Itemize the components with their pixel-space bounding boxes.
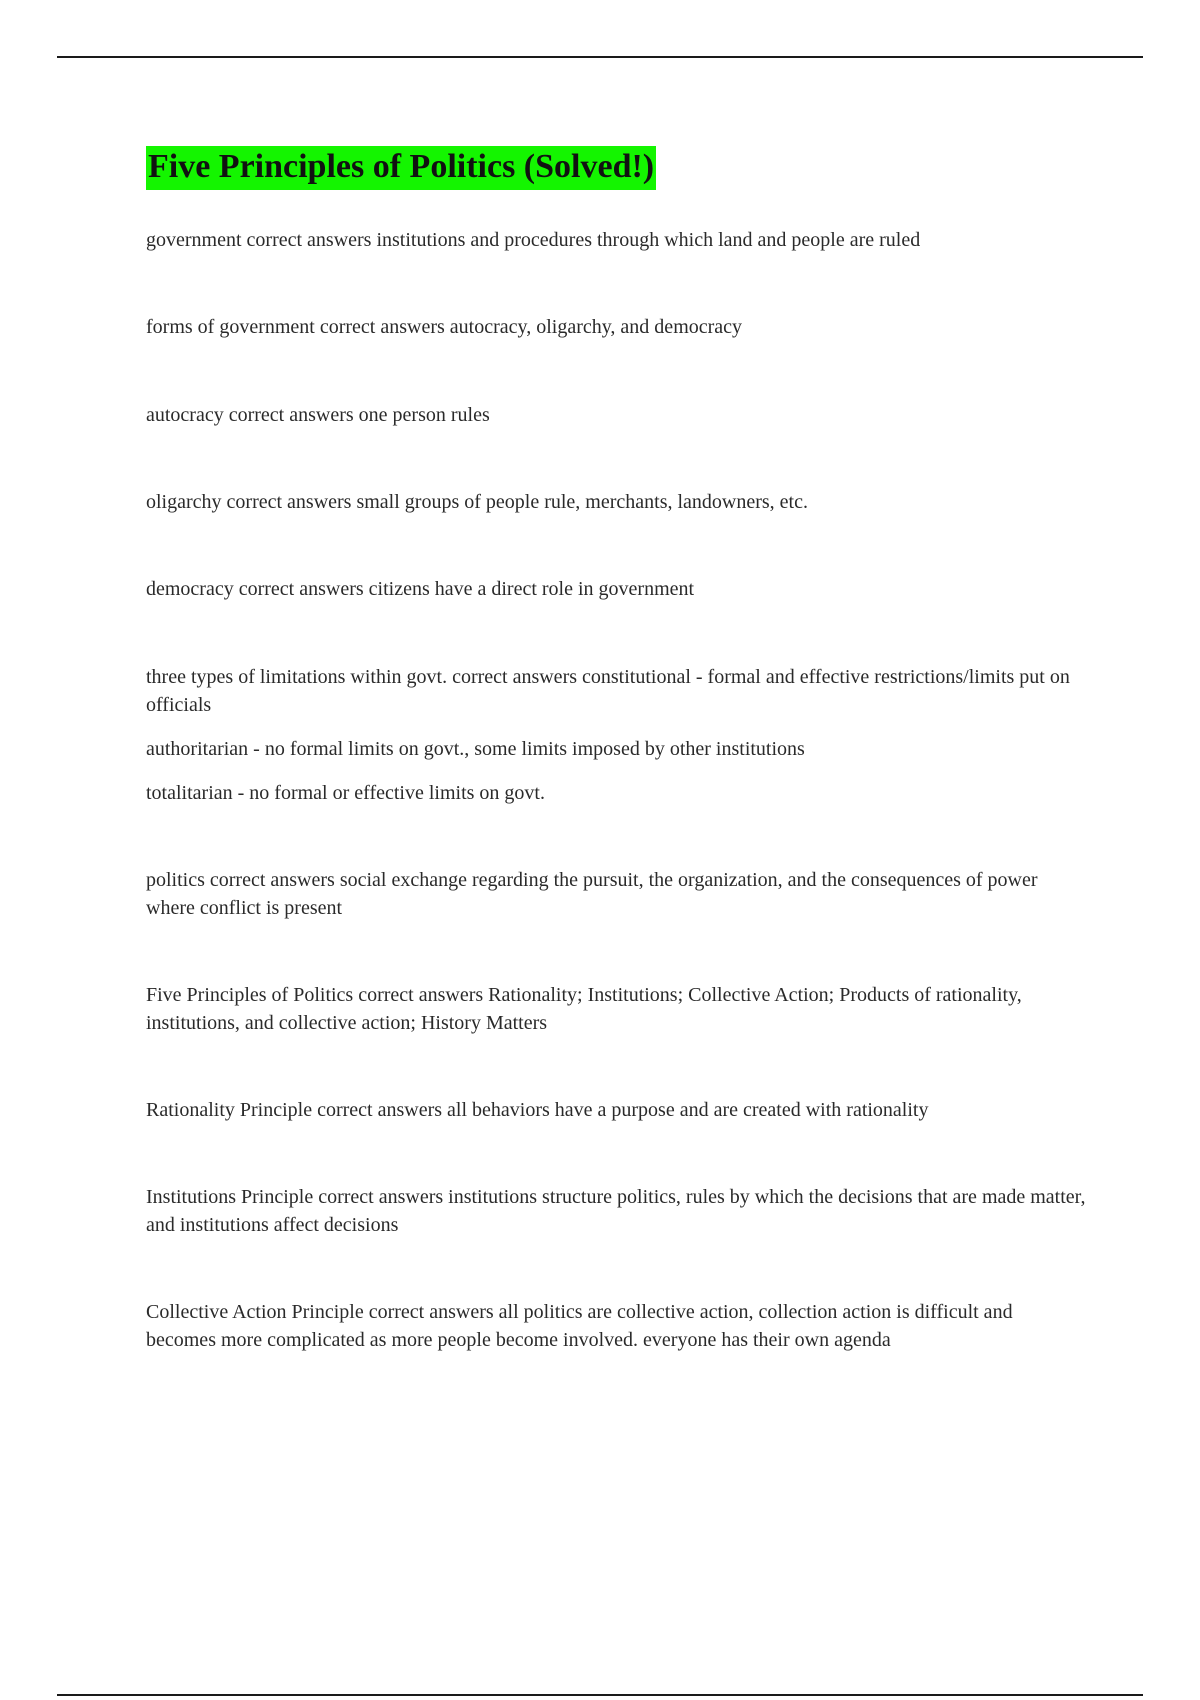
entry-institutions-principle — [146, 1183, 1086, 1239]
entry-text: oligarchy correct answers small groups of people rule, merchants, landowners, etc. — [146, 491, 808, 513]
entry-politics — [146, 866, 1086, 922]
entry-rationality-principle — [146, 1096, 1086, 1124]
entry-text: democracy correct answers citizens have a direct role in government — [146, 578, 695, 600]
entry-five-principles — [146, 981, 1086, 1037]
entry-text: government correct answers institutions and procedures through which land and people are ruled — [146, 229, 921, 251]
entry-democracy — [146, 575, 1086, 603]
entry-forms-of-government — [146, 313, 1086, 341]
document-body — [146, 146, 1086, 1354]
entry-text: Rationality Principle correct answers all behaviors have a purpose and are created with rationality — [146, 1099, 929, 1121]
bottom-rule — [57, 1694, 1143, 1696]
entry-text: autocracy correct answers one person rules — [146, 404, 490, 426]
entry-text: Five Principles of Politics correct answers Rationality; Institutions; Collective Action; Products of rationality, institutions, and collective action; History Matters — [146, 984, 1022, 1034]
document-title: Five Principles of Politics (Solved!) — [146, 146, 656, 190]
top-rule — [57, 56, 1143, 58]
entry-government — [146, 226, 1086, 254]
entry-text: politics correct answers social exchange regarding the pursuit, the organization, and the consequences of power where conflict is present — [146, 869, 1038, 919]
entry-text: three types of limitations within govt. correct answers constitutional - formal and effective restrictions/limits put on officials — [146, 666, 1070, 716]
entry-autocracy — [146, 401, 1086, 429]
entry-text: Collective Action Principle correct answers all politics are collective action, collection action is difficult and becomes more complicated as more people become involved. everyone has their own agenda — [146, 1301, 1013, 1351]
entry-text: Institutions Principle correct answers institutions structure politics, rules by which the decisions that are made matter, and institutions affect decisions — [146, 1186, 1086, 1236]
entry-collective-action-principle — [146, 1298, 1086, 1354]
entry-limitations — [146, 663, 1086, 807]
entry-text: authoritarian - no formal limits on govt., some limits imposed by other institutions — [146, 738, 805, 760]
entry-oligarchy — [146, 488, 1086, 516]
entry-text: totalitarian - no formal or effective limits on govt. — [146, 782, 545, 804]
entry-text: forms of government correct answers autocracy, oligarchy, and democracy — [146, 316, 743, 338]
